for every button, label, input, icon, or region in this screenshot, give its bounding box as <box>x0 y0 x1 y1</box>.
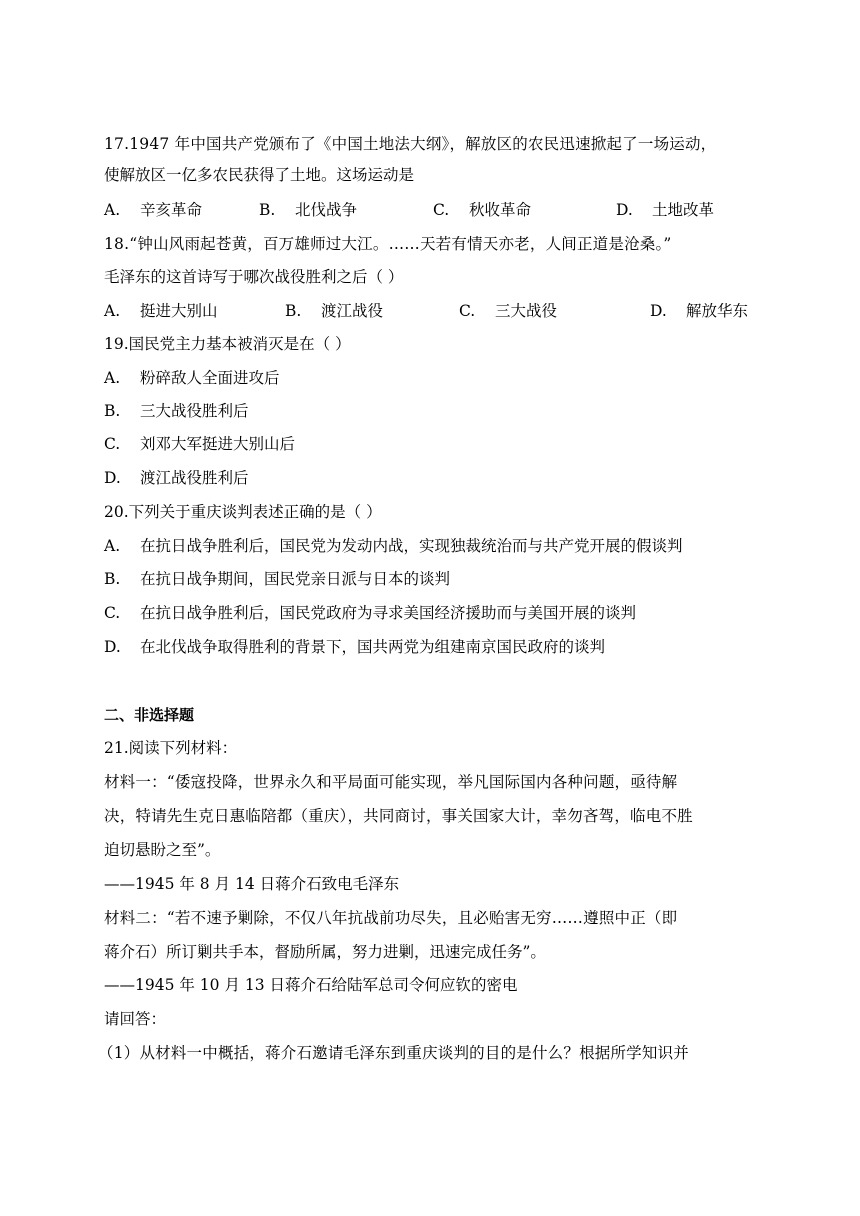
q17-option-c[interactable] <box>433 200 531 220</box>
option-text: 刘邓大军挺进大别山后 <box>140 435 296 453</box>
q19-option-a[interactable] <box>104 368 280 388</box>
q18-option-d[interactable] <box>650 301 748 321</box>
option-label: A. <box>104 537 121 555</box>
option-label: D. <box>616 201 633 219</box>
q21-subquestion-1: （1）从材料一中概括，蒋介石邀请毛泽东到重庆谈判的目的是什么？根据所学知识并 <box>98 1044 689 1062</box>
option-label: D. <box>650 302 667 320</box>
q18-option-a[interactable] <box>104 301 218 321</box>
q21-material2-source: ——1945 年 10 月 13 日蒋介石给陆军总司令何应钦的密电 <box>104 976 518 994</box>
option-text: 解放华东 <box>686 302 749 320</box>
option-text: 土地改革 <box>652 201 715 219</box>
option-text: 在抗日战争胜利后，国民党政府为寻求美国经济援助而与美国开展的谈判 <box>140 604 637 622</box>
q19-option-c[interactable] <box>104 434 295 454</box>
section-heading: 二、非选择题 <box>104 706 195 724</box>
q21-material1-line2: 决，特请先生克日惠临陪都（重庆），共同商讨，事关国家大计，幸勿吝驾，临电不胜 <box>104 807 693 825</box>
option-text: 渡江战役胜利后 <box>140 469 249 487</box>
q19-stem: 19.国民党主力基本被消灭是在（ ） <box>104 335 351 353</box>
q18-option-c[interactable] <box>459 301 557 321</box>
option-label: B. <box>285 302 302 320</box>
q20-option-d[interactable] <box>104 637 605 657</box>
q19-option-b[interactable] <box>104 401 249 421</box>
q21-material2-line1: 材料二：“若不速予剿除，不仅八年抗战前功尽失，且必贻害无穷……遵照中正（即 <box>104 909 678 927</box>
q17-stem-line1: 17.1947 年中国共产党颁布了《中国土地法大纲》，解放区的农民迅速掀起了一场运动， <box>104 135 717 153</box>
option-text: 辛亥革命 <box>140 201 203 219</box>
option-label: A. <box>104 369 121 387</box>
option-text: 在抗日战争期间，国民党亲日派与日本的谈判 <box>140 570 451 588</box>
option-text: 粉碎敌人全面进攻后 <box>140 369 280 387</box>
q18-stem-line2: 毛泽东的这首诗写于哪次战役胜利之后（ ） <box>104 268 404 286</box>
q21-stem: 21.阅读下列材料： <box>104 739 238 757</box>
option-label: C. <box>104 604 121 622</box>
q18-option-b[interactable] <box>285 301 383 321</box>
option-label: C. <box>459 302 476 320</box>
q21-material1-line3: 迫切悬盼之至”。 <box>104 841 221 859</box>
option-label: B. <box>104 402 121 420</box>
q17-option-a[interactable] <box>104 200 202 220</box>
option-label: A. <box>104 302 121 320</box>
q17-stem-line2: 使解放区一亿多农民获得了土地。这场运动是 <box>104 166 415 184</box>
q21-prompt: 请回答： <box>104 1010 167 1028</box>
option-text: 渡江战役 <box>321 302 384 320</box>
option-label: C. <box>104 435 121 453</box>
q21-material1-source: ——1945 年 8 月 14 日蒋介石致电毛泽东 <box>104 875 400 893</box>
option-text: 三大战役胜利后 <box>140 402 249 420</box>
q20-stem: 20.下列关于重庆谈判表述正确的是（ ） <box>104 503 382 521</box>
option-text: 在北伐战争取得胜利的背景下，国共两党为组建南京国民政府的谈判 <box>140 638 606 656</box>
q17-option-b[interactable] <box>259 200 357 220</box>
q19-option-d[interactable] <box>104 468 249 488</box>
q18-stem-line1: 18.“钟山风雨起苍黄，百万雄师过大江。……天若有情天亦老，人间正道是沧桑。” <box>104 235 672 253</box>
q20-option-b[interactable] <box>104 569 450 589</box>
option-label: A. <box>104 201 121 219</box>
q20-option-c[interactable] <box>104 603 636 623</box>
option-label: B. <box>259 201 276 219</box>
option-text: 秋收革命 <box>469 201 532 219</box>
q21-material1-line1: 材料一：“倭寇投降，世界永久和平局面可能实现，举凡国际国内各种问题，亟待解 <box>104 773 678 791</box>
q21-material2-line2: 蒋介石）所订剿共手本，督励所属，努力进剿，迅速完成任务”。 <box>104 943 546 961</box>
option-text: 北伐战争 <box>295 201 358 219</box>
option-label: D. <box>104 469 121 487</box>
q17-option-d[interactable] <box>616 200 714 220</box>
q20-option-a[interactable] <box>104 536 683 556</box>
option-label: C. <box>433 201 450 219</box>
option-text: 挺进大别山 <box>140 302 218 320</box>
option-text: 三大战役 <box>495 302 558 320</box>
option-text: 在抗日战争胜利后，国民党为发动内战，实现独裁统治而与共产党开展的假谈判 <box>140 537 683 555</box>
option-label: D. <box>104 638 121 656</box>
option-label: B. <box>104 570 121 588</box>
